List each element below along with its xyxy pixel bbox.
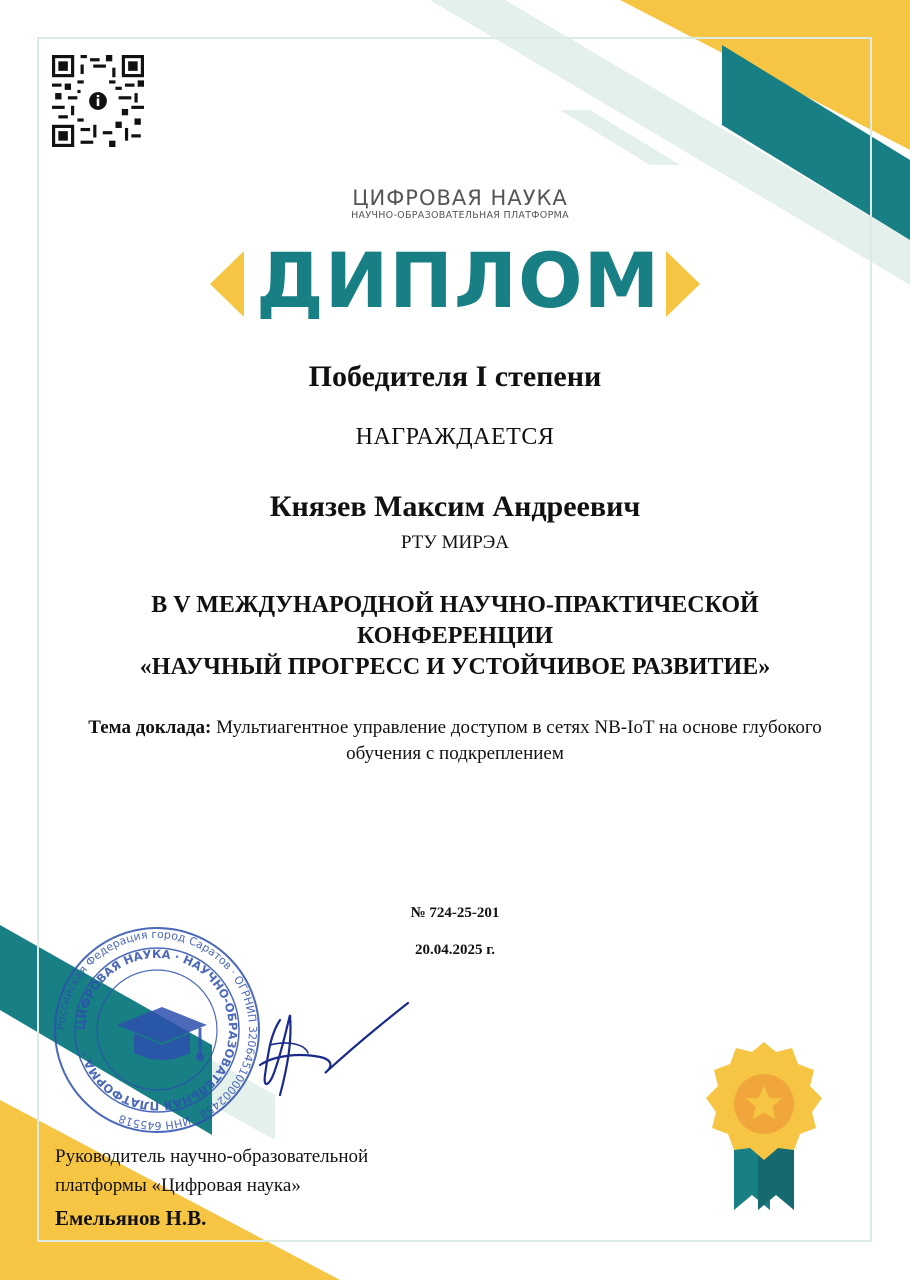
topic-text: Мультиагентное управление доступом в сетях NB-IoT на основе глубокого обучения с подкреплением	[216, 717, 822, 764]
document-date: 20.04.2025 г.	[414, 942, 496, 958]
brand-name: ЦИФРОВАЯ НАУКА	[352, 186, 568, 210]
conference-line-3: «НАУЧНЫЙ ПРОГРЕСС И УСТОЙЧИВОЕ РАЗВИТИЕ»	[139, 654, 771, 680]
report-topic	[60, 715, 850, 767]
chevron-right-icon	[666, 251, 700, 317]
document-number: № 724-25-201	[410, 905, 500, 921]
diploma-title-block	[210, 236, 700, 325]
degree-text: Победителя I степени	[308, 360, 602, 393]
graduation-cap-icon	[117, 1007, 207, 1061]
recipient-organization: РТУ МИРЭА	[400, 532, 510, 553]
svg-text:Российская Федерация город Сар: Российская Федерация город Саратов · ОГРНИП 320645100002458 · ИНН 645518	[54, 927, 260, 1133]
head-position-line-1: Руководитель научно-образовательной	[55, 1146, 369, 1167]
chevron-left-icon	[210, 251, 244, 317]
conference-line-1: В V МЕЖДУНАРОДНОЙ НАУЧНО-ПРАКТИЧЕСКОЙ	[151, 592, 759, 618]
topic-label: Тема доклада:	[88, 717, 212, 738]
award-medal-icon	[700, 1040, 828, 1220]
recipient-name: Князев Максим Андреевич	[269, 490, 641, 523]
signature-icon	[230, 995, 420, 1115]
conference-line-2: КОНФЕРЕНЦИИ	[356, 623, 554, 649]
diploma-title: ДИПЛОМ	[256, 236, 661, 325]
head-name: Емельянов Н.В.	[55, 1206, 207, 1230]
head-position-line-2: платформы «Цифровая наука»	[55, 1175, 301, 1196]
awarded-text: НАГРАЖДАЕТСЯ	[355, 424, 555, 450]
conference-title	[40, 590, 870, 683]
brand-subtitle: НАУЧНО-ОБРАЗОВАТЕЛЬНАЯ ПЛАТФОРМА	[351, 210, 569, 221]
qr-code-icon[interactable]	[52, 55, 144, 147]
svg-text:ЦИФРОВАЯ НАУКА · НАУЧНО-ОБРАЗО: ЦИФРОВАЯ НАУКА · НАУЧНО-ОБРАЗОВАТЕЛЬНАЯ ПЛАТФОРМА ·	[73, 946, 241, 1114]
